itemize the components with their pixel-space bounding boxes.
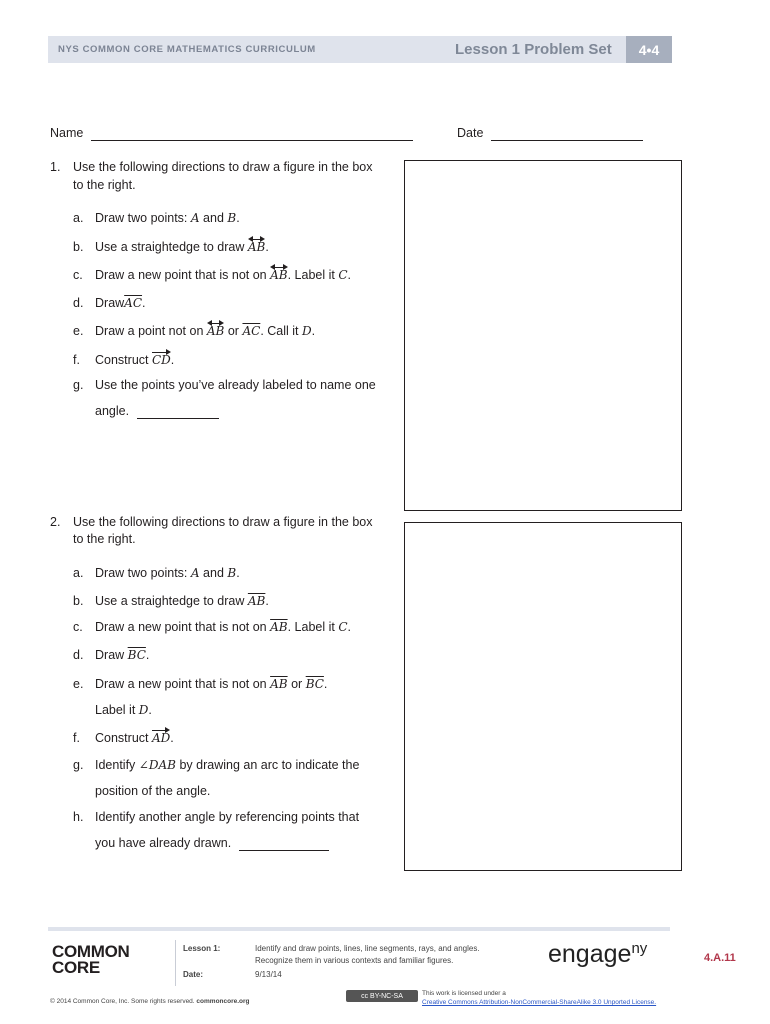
punct: . [347,268,352,282]
step-letter: b. [73,594,84,608]
step-text: . Call it [260,324,299,338]
problem1-number: 1. [50,160,61,174]
step-text: Construct [95,353,149,367]
problem2-number: 2. [50,515,61,529]
step-text: Identify [95,758,136,772]
license-link[interactable]: Creative Commons Attribution-NonCommercial-ShareAlike 3.0 Unported License. [422,999,657,1006]
copyright-text: © 2014 Common Core, Inc. Some rights reserved. [50,998,195,1005]
module-badge: 4•4 [626,36,672,63]
p2-step-f [73,731,174,746]
footer-description-2: Recognize them in various contexts and familiar figures. [255,956,454,965]
p1-step-c [73,268,352,283]
step-text: Draw a new point that is not on [95,677,267,691]
step-text: Use a straightedge to draw [95,594,245,608]
problem1-drawing-box[interactable] [404,160,682,511]
step-text: angle. [95,404,130,418]
punct: . [170,731,174,745]
cc-license-badge: cc BY-NC-SA [346,990,418,1002]
problem2-drawing-box[interactable] [404,522,682,871]
line-symbol: AB [248,240,265,255]
p1-step-e [73,324,316,339]
step-letter: d. [73,648,84,662]
step-letter: c. [73,620,83,634]
punct: . [323,677,328,691]
segment-symbol: $\overline{AC}$ [242,324,261,338]
step-letter: f. [73,353,80,367]
p1-step-g-line2 [95,404,219,419]
page-code: 4.A.11 [704,952,736,964]
copyright [50,998,250,1005]
punct: . [148,703,152,717]
step-text: Draw two points: [95,566,188,580]
step-text: Use the points you’ve already labeled to name one [95,378,376,392]
step-text: and [203,211,224,225]
step-text: Identify another angle by referencing points that [95,810,360,824]
p1-step-b [73,240,269,255]
step-text: . Label it [287,268,335,282]
point-b: B [227,566,237,580]
segment-symbol: $\overline{BC}$ [305,677,324,691]
segment-symbol: $\overline{AB}$ [270,620,288,634]
step-letter: a. [73,211,84,225]
point-a: A [190,211,200,225]
name-label: Name [50,126,84,140]
step-text: Label it [95,703,136,717]
lesson-title: Lesson 1 Problem Set [455,41,612,58]
logo-text: engage [548,940,632,968]
step-text: Draw two points: [95,211,188,225]
footer-lesson-label: Lesson 1: [183,944,221,953]
segment-symbol: $\overline{AC}$ [124,296,143,310]
step-letter: g. [73,758,84,772]
step-text: Use a straightedge to draw [95,240,245,254]
footer-date-label: Date: [183,970,204,979]
name-row [50,126,413,141]
common-core-logo [52,944,130,976]
logo-line: CORE [52,958,100,977]
p2-step-g [73,758,360,773]
logo-text: ny [631,940,648,957]
logo-line: COMMON [52,942,130,961]
p2-step-c [73,620,352,635]
line-symbol: AB [270,268,287,283]
punct: . [170,353,175,367]
date-label: Date [457,126,484,140]
step-text: . Label it [287,620,335,634]
step-text: Draw a new point that is not on [95,268,267,282]
p2-step-d [73,648,150,663]
problem2-intro2: to the right. [73,532,136,546]
step-letter: e. [73,677,84,691]
step-letter: b. [73,240,84,254]
line-symbol: AB [207,324,224,339]
punct: . [311,324,316,338]
p1-step-g [73,378,376,393]
punct: . [236,211,240,225]
footer-description: Identify and draw points, lines, line segments, rays, and angles. [255,944,480,953]
step-text: you have already drawn. [95,836,232,850]
date-blank[interactable] [491,140,643,141]
problem1-intro: Use the following directions to draw a figure in the box [73,160,373,174]
step-letter: a. [73,566,84,580]
ray-symbol: AD [151,731,171,745]
step-text: and [203,566,224,580]
p2-step-h [73,810,360,825]
p1-step-f [73,353,175,368]
p2-step-g-line2: position of the angle. [95,784,211,798]
punct: . [265,594,269,608]
segment-symbol: $\overline{BC}$ [127,648,146,662]
p2-step-h-line2 [95,836,329,851]
punct: . [142,296,146,310]
step-text: Construct [95,731,149,745]
license-text: This work is licensed under a [422,990,506,997]
segment-symbol: $\overline{AB}$ [247,594,266,608]
p2-step-e-line2 [95,703,152,718]
p2-step-e [73,677,328,692]
punct: . [347,620,352,634]
footer-rule [48,927,670,931]
ray-symbol: CD [151,353,171,367]
step-text: Draw [95,296,125,310]
point-d: D [138,703,149,717]
step-text: Draw a point not on [95,324,204,338]
angle-symbol: ∠DAB [138,758,176,772]
angle-answer-blank[interactable] [137,418,219,419]
point-b: B [227,211,237,225]
step-letter: c. [73,268,83,282]
step-text: Draw [95,648,125,662]
step-letter: d. [73,296,84,310]
punct: . [265,240,269,254]
step-text: by drawing an arc to indicate the [179,758,360,772]
angle-answer-blank[interactable] [239,850,329,851]
point-c: C [338,268,348,282]
point-a: A [190,566,200,580]
problem2-intro: Use the following directions to draw a figure in the box [73,515,373,529]
curriculum-label: NYS COMMON CORE MATHEMATICS CURRICULUM [58,44,316,55]
step-text: or [291,677,303,691]
step-letter: h. [73,810,84,824]
engageny-logo [548,940,647,969]
name-blank[interactable] [91,140,413,141]
p1-step-d [73,296,146,311]
p2-step-b [73,594,269,609]
step-letter: e. [73,324,84,338]
p1-step-a [73,211,240,226]
step-text: or [227,324,239,338]
punct: . [145,648,150,662]
point-d: D [302,324,312,338]
point-c: C [338,620,348,634]
date-row [457,126,643,141]
footer-divider [175,940,176,986]
segment-symbol: $\overline{AB}$ [270,677,288,691]
step-letter: g. [73,378,84,392]
copyright-site: commoncore.org [196,998,250,1005]
footer-date-value: 9/13/14 [255,970,282,979]
step-text: Draw a new point that is not on [95,620,267,634]
punct: . [236,566,240,580]
step-letter: f. [73,731,80,745]
p2-step-a [73,566,240,581]
problem1-intro2: to the right. [73,178,136,192]
